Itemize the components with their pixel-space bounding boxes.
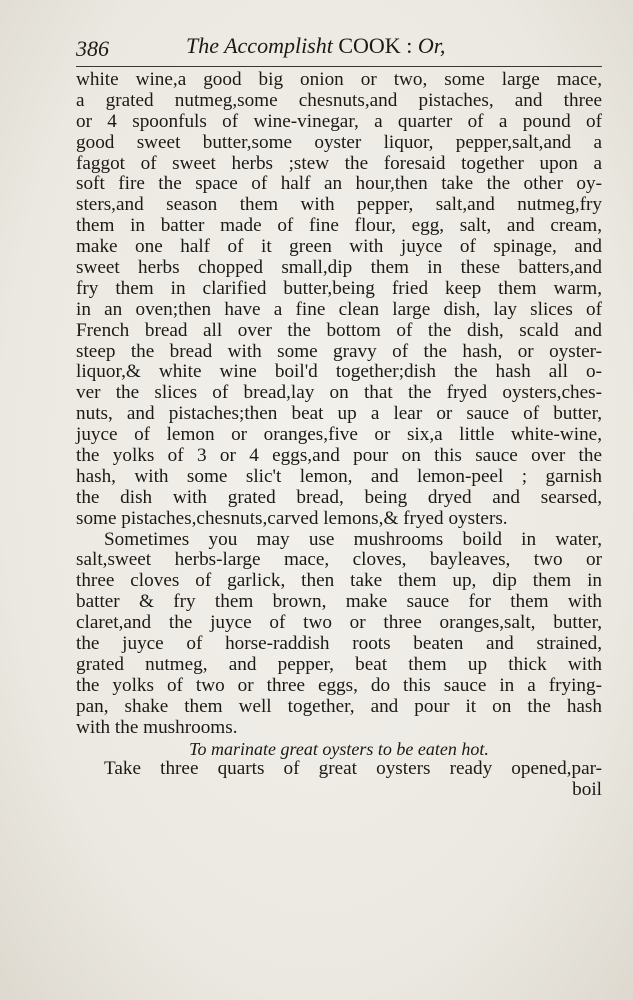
paragraph-2 [76, 530, 602, 739]
recipe-subheading: To marinate great oysters to be eaten hot. [189, 738, 489, 759]
page-header [76, 30, 606, 62]
text-line: white wine,a good big onion or two, some large mace, [76, 69, 602, 90]
text-line: grated nutmeg, and pepper, beat them up thick with [76, 653, 602, 675]
running-title-caps: COOK [338, 33, 401, 58]
text-line: steep the bread with some gravy of the hash, or oyster- [76, 340, 602, 362]
text-line: sweet herbs chopped small,dip them in these batters,and [76, 257, 602, 279]
running-title-separator: : [406, 33, 413, 58]
text-line: with the mushrooms. [76, 716, 238, 738]
text-line: ver the slices of bread,lay on that the fryed oysters,ches- [76, 382, 602, 404]
page-number: 386 [76, 36, 109, 61]
text-line: batter & fry them brown, make sauce for them with [76, 591, 602, 613]
text-line: good sweet butter,some oyster liquor, pepper,salt,and a [76, 131, 602, 153]
text-line: hash, with some slic't lemon, and lemon-peel ; garnish [76, 465, 602, 487]
text-line: Sometimes you may use mushrooms boild in water, [104, 528, 602, 550]
text-line: make one half of it green with juyce of spinage, and [76, 236, 602, 258]
text-line: three cloves of garlick, then take them up, dip them in [76, 570, 602, 592]
text-line: fry them in clarified butter,being fried keep them warm, [76, 277, 602, 299]
paragraph-1 [76, 70, 602, 530]
text-line: French bread all over the bottom of the dish, scald and [76, 319, 602, 341]
text-line: Take three quarts of great oysters ready opened,par- [104, 758, 602, 780]
text-line: pan, shake them well together, and pour it on the hash [76, 695, 602, 717]
text-line: salt,sweet herbs-large mace, cloves, bayleaves, two or [76, 549, 602, 571]
text-line: juyce of lemon or oranges,five or six,a little white-wine, [76, 424, 602, 446]
text-line: the juyce of horse-raddish roots beaten and strained, [76, 633, 602, 655]
text-line: faggot of sweet herbs ;stew the foresaid together upon a [76, 152, 602, 174]
text-line: nuts, and pistaches;then beat up a lear or sauce of butter, [76, 403, 602, 425]
running-title [186, 33, 445, 59]
body-text [76, 70, 602, 801]
text-line: the yolks of 3 or 4 eggs,and pour on this sauce over the [76, 445, 602, 467]
text-line: liquor,& white wine boil'd together;dish the hash all o- [76, 361, 602, 383]
catchword: boil [572, 779, 602, 801]
text-line: or 4 spoonfuls of wine-vinegar, a quarter of a pound of [76, 110, 602, 132]
text-line: claret,and the juyce of two or three oranges,salt, butter, [76, 612, 602, 634]
text-line: sters,and season them with pepper, salt,and nutmeg,fry [76, 194, 602, 216]
text-line: a grated nutmeg,some chesnuts,and pistaches, and three [76, 89, 602, 111]
header-rule [76, 66, 602, 67]
text-line: them in batter made of fine flour, egg, salt, and cream, [76, 215, 602, 237]
running-title-italic: The Accomplisht [186, 33, 333, 58]
text-line: the yolks of two or three eggs, do this sauce in a frying- [76, 674, 602, 696]
text-line: in an oven;then have a fine clean large dish, lay slices of [76, 298, 602, 320]
text-line: soft fire the space of half an hour,then take the other oy- [76, 173, 602, 195]
running-title-tail: Or, [417, 33, 446, 58]
text-line: the dish with grated bread, being dryed and searsed, [76, 486, 602, 508]
text-line: some pistaches,chesnuts,carved lemons,& fryed oysters. [76, 507, 508, 529]
